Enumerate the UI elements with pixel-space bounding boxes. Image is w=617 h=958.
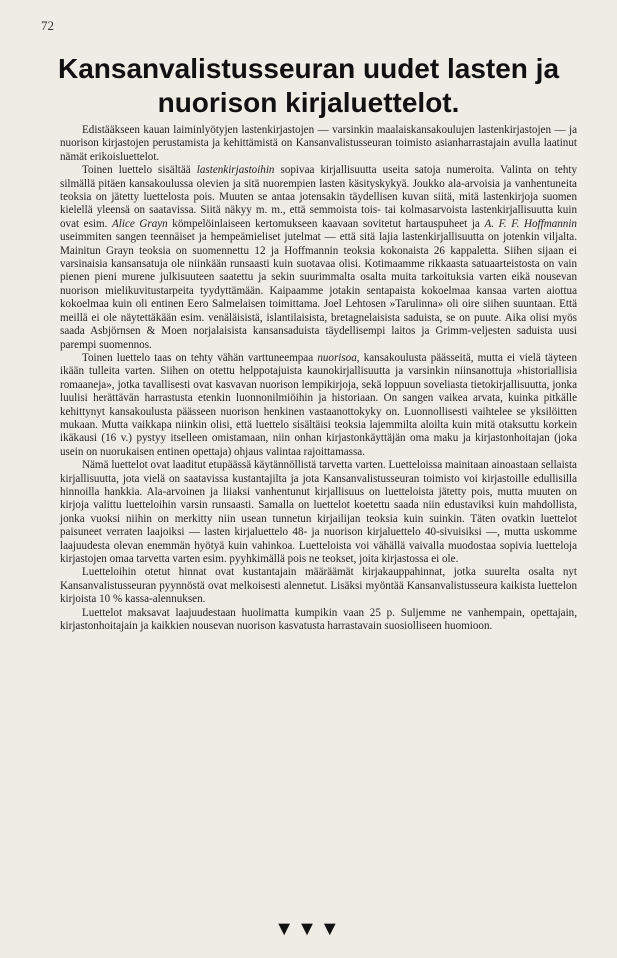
paragraph-text: kömpelöinlaiseen kertomukseen kaavaan sovitetut hartauspuheet ja (167, 217, 485, 230)
paragraph-text: Edistääkseen kauan laiminlyötyjen lastenkirjastojen — varsinkin maalaiskansakoulujen lastenkirjastojen — ja nuorison kirjastojen perustamista ja kehittämistä on Kansanvalistusseuran toimisto asianharrastajain avulla laatinut nämät erikoisluettelot. (60, 124, 577, 163)
paragraph (60, 566, 577, 606)
paragraph (60, 607, 577, 634)
title-line-2: nuorison kirjaluettelot. (157, 87, 460, 118)
paragraph (60, 164, 577, 352)
italic-text: nuorisoa (317, 351, 357, 364)
page-number: 72 (41, 18, 54, 33)
article-title (20, 52, 597, 120)
title-line-1: Kansanvalistusseuran uudet lasten ja (57, 53, 560, 84)
italic-text: A. F. F. Hoffmannin (484, 217, 577, 230)
paragraph (60, 459, 577, 566)
italic-text: Alice Grayn (112, 217, 168, 230)
italic-text: lastenkirjastoihin (196, 164, 275, 177)
paragraph-text: , kansakoulusta päässeitä, mutta ei vielä täyteen ikään tulleita varten. Siihen on otettu helppotajuista kaunokirjallisuutta ja varsinkin niinsanottuja »historiallisia romaaneja», jotka tavallisesti ovat kasvavan nuorison lempikirjoja, sekä loppuun soveliasta tietokirjallisuutta, jonka luulisi herättävän harrastusta etenkin luonnonilmiöihin ja historiaan. On sangen vaikea arvata, kuinka pitkälle kehittynyt kansakoulusta päässeen nuorison henkinen vastaanottokyky on. Luonnollisesti vaihtelee se yksilöitten mukaan. Mutta vaikkapa niinkin olisi, että luettelo sisältäisi teoksia lajemmilta aloilta kuin mitä otaksuttu korkein ikäkausi (16 v.) pystyy itselleen omistamaan, niin onhan kirjastonkäyttäjän oma maku ja kirjastonhoitajan (joka usein on nuorukaisen entinen opettaja) ohjaus valintaa rajoittamassa. (60, 351, 577, 458)
paragraph-text: Toinen luettelo sisältää (82, 164, 197, 177)
paragraph-text: sopivaa kirjallisuutta useita satoja numeroita. Valinta on tehty silmällä pitäen kansakoulussa olevien ja sitä nuorempien lasten käsityskykyä. Joukko ala-arvoisia ja vanhentuneita teoksia on jätetty luettelosta pois. Muuten se antaa jotensakin täydellisen kuvan siitä, mitä lastenkirjoja suomen kielellä yleensä on saatavissa. Siitä näkyy m. m., että semmoista tois- tai kolmasarvoista lastenkirjallisuutta kuin ovat esim. (60, 164, 577, 230)
article-body (60, 124, 577, 633)
paragraph-text: Luettelot maksavat laajuudestaan huolimatta kumpikin vaan 25 p. Suljemme ne vanhempain, opettajain, kirjastonhoitajain ja kaikkien nousevan nuorison kasvatusta harrastavain suosiolliseen huomioon. (60, 606, 577, 633)
paragraph-text: Nämä luettelot ovat laaditut etupäässä käytännöllistä tarvetta varten. Luetteloissa mainitaan ainoastaan sellaista kirjallisuutta, jota vielä on saatavissa kustantajilta ja jota Kansanvalistusseuran toimisto voi kirjastoille edullisilla hinnoilla hankkia. Ala-arvoinen ja liiaksi vanhentunut kirjallisuus on luetteloista jätetty pois, mutta muuten on kirjoja valittu luetteloihin varsin runsaasti. Samalla on luettelot koetettu saada niin edustaviksi kuin mahdollista, jonka vuoksi niihin on merkitty niin usean tunnetun kirjailijan teoksia kuin suinkin. Täten ovatkin luettelot paisuneet verraten laajoiksi — lasten kirjaluettelo 48- ja nuorison kirjaluettelo 40-sivuisiksi —, mutta uskomme laajuudesta olevan enemmän hyötyä kuin vahinkoa. Luetteloista voi vähällä vaivalla muodostaa sopivia luetteloja kirjastojen omaa tarvetta varten esim. pyyhkimällä pois ne teokset, joita kirjastossa ei ole. (60, 459, 577, 565)
paragraph-text: useimmiten sangen teennäiset ja hempeämieliset jutelmat — että sitä lajia lastenkirjallisuutta on jotenkin viljalta. Mainitun Grayn teoksia on suomennettu 12 ja Hoffmannin teoksia kokonaista 26 kappaletta. Siihen sijaan ei varsinaisia kansansatuja ole niinkään runsaasti kuin suotavaa olisi. Kotimaamme rikkaasta satuaarteistosta on vain pienen pieni murene julkisuuteen saatettu ja sekin suurimmalta osalta muita tarkoituksia varten eikä nousevan nuorison mielikuvitustarpeita tyydyttämään. Kaipaamme jotakin sentapaista kokoelmaa kansaa varten aiottua kokoelmaa kuin oli entinen Eero Salmelaisen toimittama. Joel Lehtosen »Tarulinna» oli oire siihen suuntaan. Että meillä ei ole näytettäkään esim. venäläisistä, islantilaisista, bretagnelaisista saduista, se on puute. Aika olisi myös saada Asbjörnsen & Moen norjalaisista kansansaduista täydellisempi laitos ja Grimm-veljesten saduista uusi parempi suomennos. (60, 231, 577, 351)
ornament-triangles-icon: ▼▼▼ (274, 918, 343, 940)
paragraph (60, 124, 577, 164)
paragraph (60, 352, 577, 459)
paragraph-text: Toinen luettelo taas on tehty vähän varttuneempaa (82, 351, 318, 364)
paragraph-text: Luetteloihin otetut hinnat ovat kustantajain määräämät kirjakauppahinnat, jotka suurelta osalta nyt Kansanvalistusseuran pyynnöstä ovat melkoisesti alennetut. Lisäksi myöntää Kansanvalistusseura kaikista luettelon kirjoista 10 % kassa-alennuksen. (60, 566, 577, 606)
